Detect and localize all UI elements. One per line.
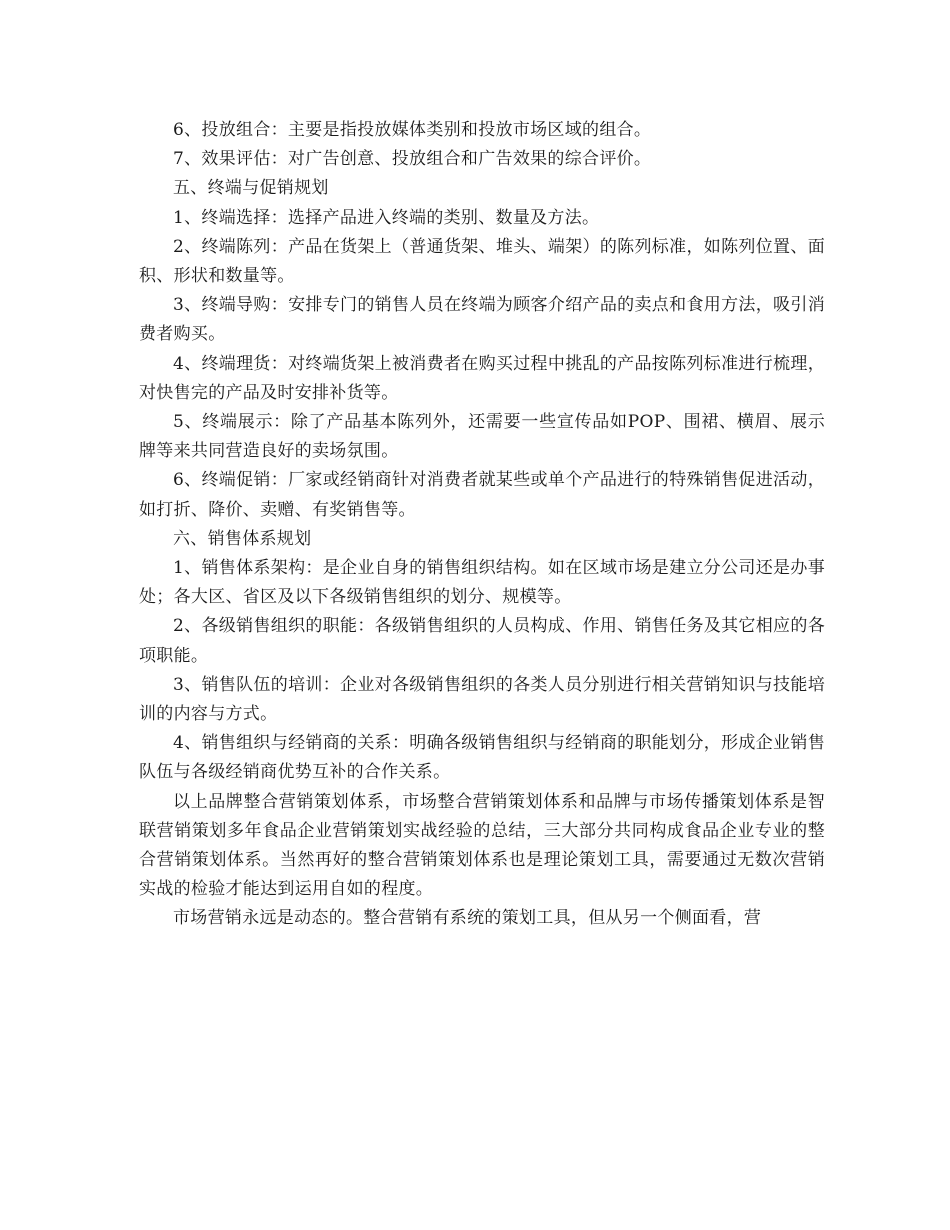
paragraph-delivery-mix: 6、投放组合：主要是指投放媒体类别和投放市场区域的组合。 — [173, 120, 652, 140]
document-body — [139, 116, 825, 934]
paragraph-summary: 以上品牌整合营销策划体系，市场整合营销策划体系和品牌与市场传播策划体系是智联营销策划多年食品企业营销策划实战经验的总结，三大部分共同构成食品企业专业的整合营销策划体系。当然再好的整合营销策划体系也是理论策划工具，需要通过无数次营销实战的检验才能达到运用自如的程度。 — [139, 791, 825, 900]
paragraph-terminal-display: 2、终端陈列：产品在货架上（普通货架、堆头、端架）的陈列标准，如陈列位置、面积、形状和数量等。 — [139, 236, 825, 287]
section-heading-sales-system: 六、销售体系规划 — [173, 528, 312, 549]
paragraph-terminal-exhibition: 5、终端展示：除了产品基本陈列外，还需要一些宣传品如POP、围裙、横眉、展示牌等来共同营造良好的卖场氛围。 — [139, 412, 825, 462]
paragraph-sales-distributor-relation: 4、销售组织与经销商的关系：明确各级销售组织与经销商的职能划分，形成企业销售队伍与各级经销商优势互补的合作关系。 — [139, 733, 825, 783]
paragraph-terminal-guide: 3、终端导购：安排专门的销售人员在终端为顾客介绍产品的卖点和食用方法，吸引消费者购买。 — [139, 295, 825, 345]
paragraph-terminal-stocking: 4、终端理货：对终端货架上被消费者在购买过程中挑乱的产品按陈列标准进行梳理，对快售完的产品及时安排补货等。 — [139, 353, 825, 403]
paragraph-sales-functions: 2、各级销售组织的职能：各级销售组织的人员构成、作用、销售任务及其它相应的各项职能。 — [139, 616, 825, 666]
section-heading-terminal-promotion: 五、终端与促销规划 — [173, 178, 329, 199]
paragraph-terminal-promotion: 6、终端促销：厂家或经销商针对消费者就某些或单个产品进行的特殊销售促进活动，如打折、降价、卖赠、有奖销售等。 — [139, 470, 825, 520]
paragraph-sales-structure: 1、销售体系架构：是企业自身的销售组织结构。如在区域市场是建立分公司还是办事处；各大区、省区及以下各级销售组织的划分、规模等。 — [139, 558, 825, 608]
paragraph-effect-evaluation: 7、效果评估：对广告创意、投放组合和广告效果的综合评价。 — [173, 149, 652, 170]
paragraph-terminal-selection: 1、终端选择：选择产品进入终端的类别、数量及方法。 — [173, 207, 600, 228]
paragraph-dynamic-marketing: 市场营销永远是动态的。整合营销有系统的策划工具，但从另一个侧面看，营 — [173, 908, 762, 929]
paragraph-sales-training: 3、销售队伍的培训：企业对各级销售组织的各类人员分别进行相关营销知识与技能培训的内容与方式。 — [139, 674, 825, 725]
